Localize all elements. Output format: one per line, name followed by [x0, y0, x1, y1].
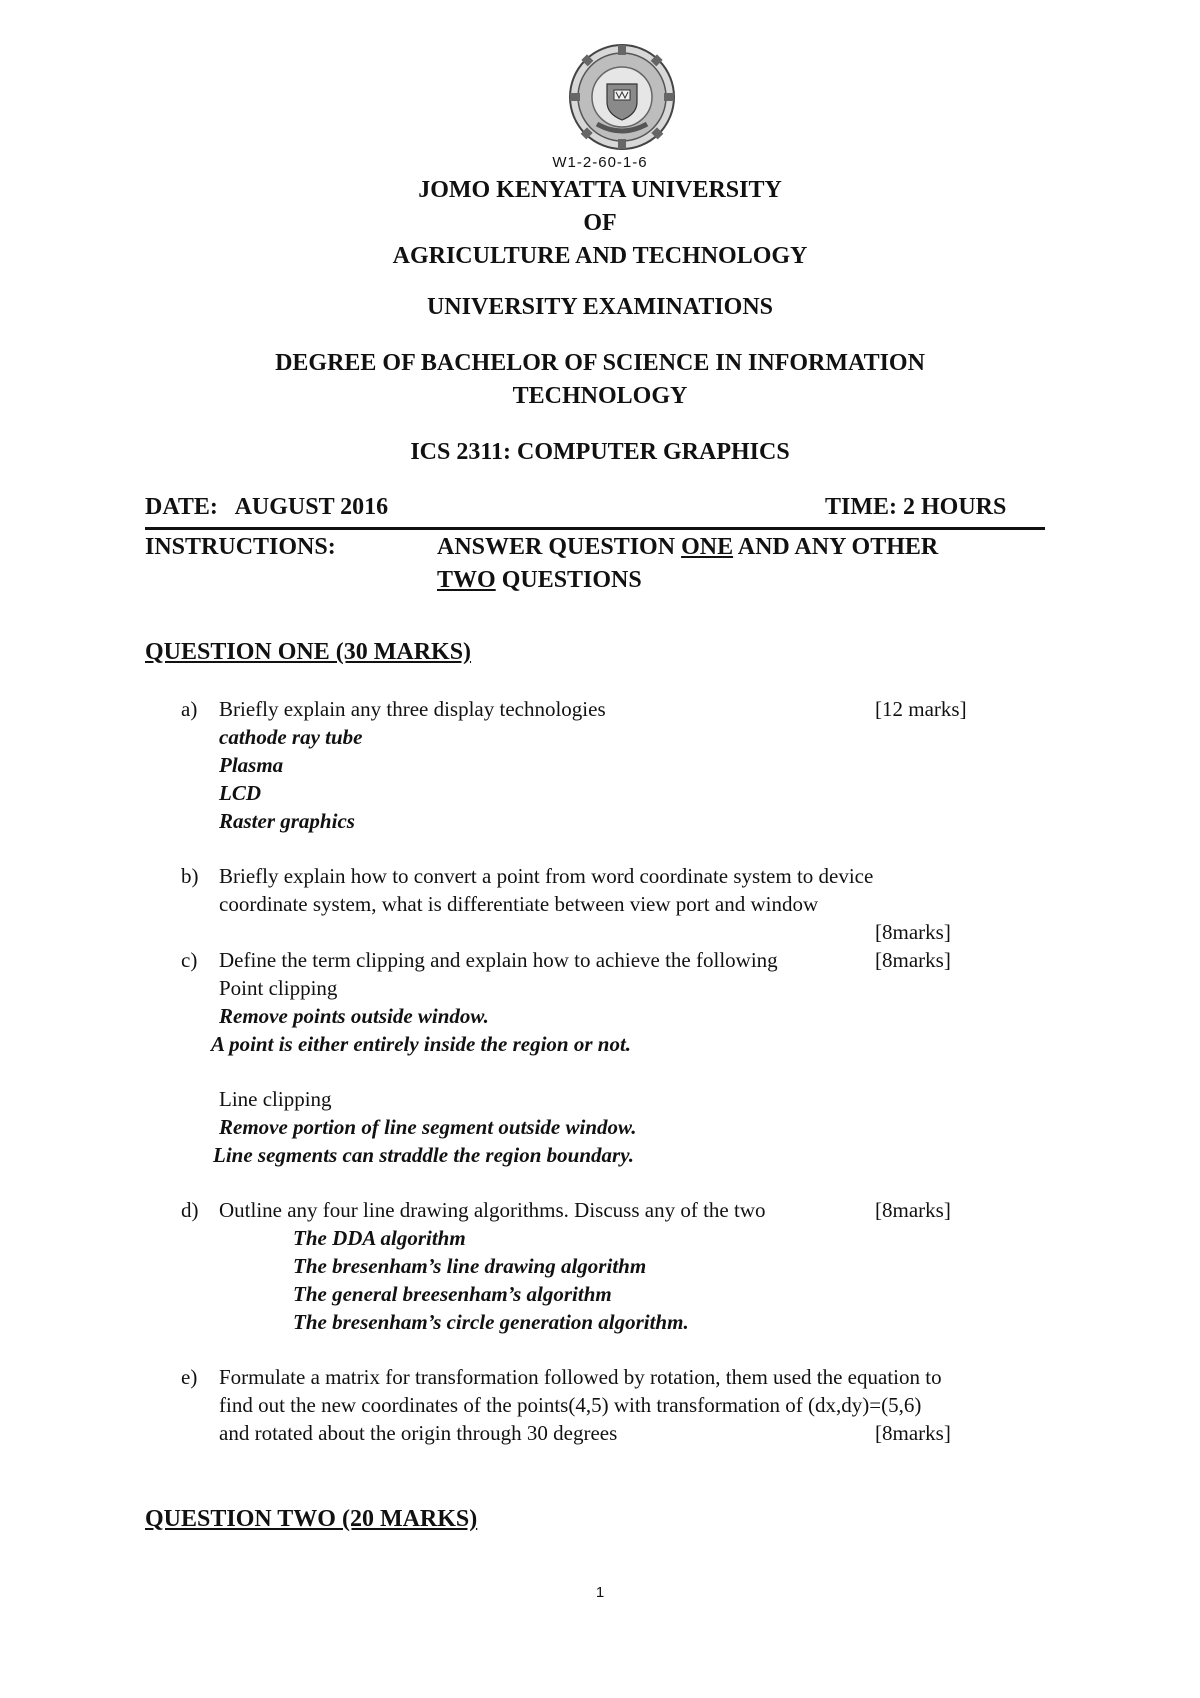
question-d-marks: [8marks]	[875, 1198, 951, 1222]
answer-line: cathode ray tube	[219, 725, 363, 749]
degree-line1: DEGREE OF BACHELOR OF SCIENCE IN INFORMATION	[275, 350, 925, 376]
question-e-text: find out the new coordinates of the points(4,5) with transformation of (dx,dy)=(5,6)	[219, 1393, 922, 1417]
question-a-marks: [12 marks]	[875, 697, 967, 721]
question-label: c)	[181, 948, 198, 972]
question-two-heading: QUESTION TWO (20 MARKS)	[145, 1506, 478, 1532]
exam-title: UNIVERSITY EXAMINATIONS	[426, 294, 774, 320]
instructions-text: ANSWER QUESTION	[437, 534, 682, 560]
instructions-emphasis-two: TWO	[437, 567, 496, 593]
question-e-marks: [8marks]	[875, 1421, 951, 1445]
question-label: e)	[181, 1365, 198, 1389]
question-label: a)	[181, 697, 198, 721]
answer-line: The DDA algorithm	[293, 1226, 466, 1250]
instructions-text: AND ANY OTHER	[733, 534, 939, 560]
answer-line: LCD	[219, 781, 261, 805]
answer-line: The general breesenham’s algorithm	[293, 1282, 612, 1306]
answer-line: Remove points outside window.	[219, 1004, 489, 1028]
question-a-text: Briefly explain any three display technologies	[219, 697, 606, 721]
university-name-line2: OF	[583, 210, 617, 236]
question-c-marks: [8marks]	[875, 948, 951, 972]
instructions-label: INSTRUCTIONS:	[145, 534, 336, 560]
university-seal-icon	[567, 42, 677, 152]
question-e-text: Formulate a matrix for transformation followed by rotation, them used the equation to	[219, 1365, 942, 1389]
university-name-line1: JOMO KENYATTA UNIVERSITY	[418, 177, 782, 203]
university-name-line3: AGRICULTURE AND TECHNOLOGY	[392, 243, 808, 269]
instructions-line2	[437, 567, 642, 594]
question-d-text: Outline any four line drawing algorithms. Discuss any of the two	[219, 1198, 766, 1222]
question-b-marks: [8marks]	[875, 920, 951, 944]
instructions-text: QUESTIONS	[495, 567, 642, 593]
header-rule	[145, 527, 1045, 530]
answer-line: Plasma	[219, 753, 284, 777]
paper-code: W1-2-60-1-6	[552, 154, 648, 171]
instructions-emphasis-one: ONE	[681, 534, 734, 560]
answer-line: Remove portion of line segment outside window.	[219, 1115, 637, 1139]
point-clipping-title: Point clipping	[219, 976, 338, 1000]
line-clipping-title: Line clipping	[219, 1087, 332, 1111]
answer-line: The bresenham’s line drawing algorithm	[293, 1254, 647, 1278]
course-title: ICS 2311: COMPUTER GRAPHICS	[410, 439, 790, 465]
instructions-line1	[437, 534, 938, 561]
question-b-text: Briefly explain how to convert a point from word coordinate system to device	[219, 864, 874, 888]
page-number: 1	[595, 1584, 605, 1601]
question-one-heading: QUESTION ONE (30 MARKS)	[145, 639, 472, 665]
answer-line: Line segments can straddle the region boundary.	[213, 1143, 634, 1167]
question-c-text: Define the term clipping and explain how to achieve the following	[219, 948, 778, 972]
exam-time: TIME: 2 HOURS	[825, 494, 1007, 520]
question-b-text: coordinate system, what is differentiate between view port and window	[219, 892, 819, 916]
answer-line: The bresenham’s circle generation algorithm.	[293, 1310, 689, 1334]
question-e-text: and rotated about the origin through 30 degrees	[219, 1421, 618, 1445]
question-label: b)	[181, 864, 199, 888]
exam-date: DATE: AUGUST 2016	[145, 494, 389, 520]
answer-line: Raster graphics	[219, 809, 355, 833]
question-label: d)	[181, 1198, 199, 1222]
answer-line: A point is either entirely inside the region or not.	[211, 1032, 632, 1056]
degree-line2: TECHNOLOGY	[512, 383, 688, 409]
